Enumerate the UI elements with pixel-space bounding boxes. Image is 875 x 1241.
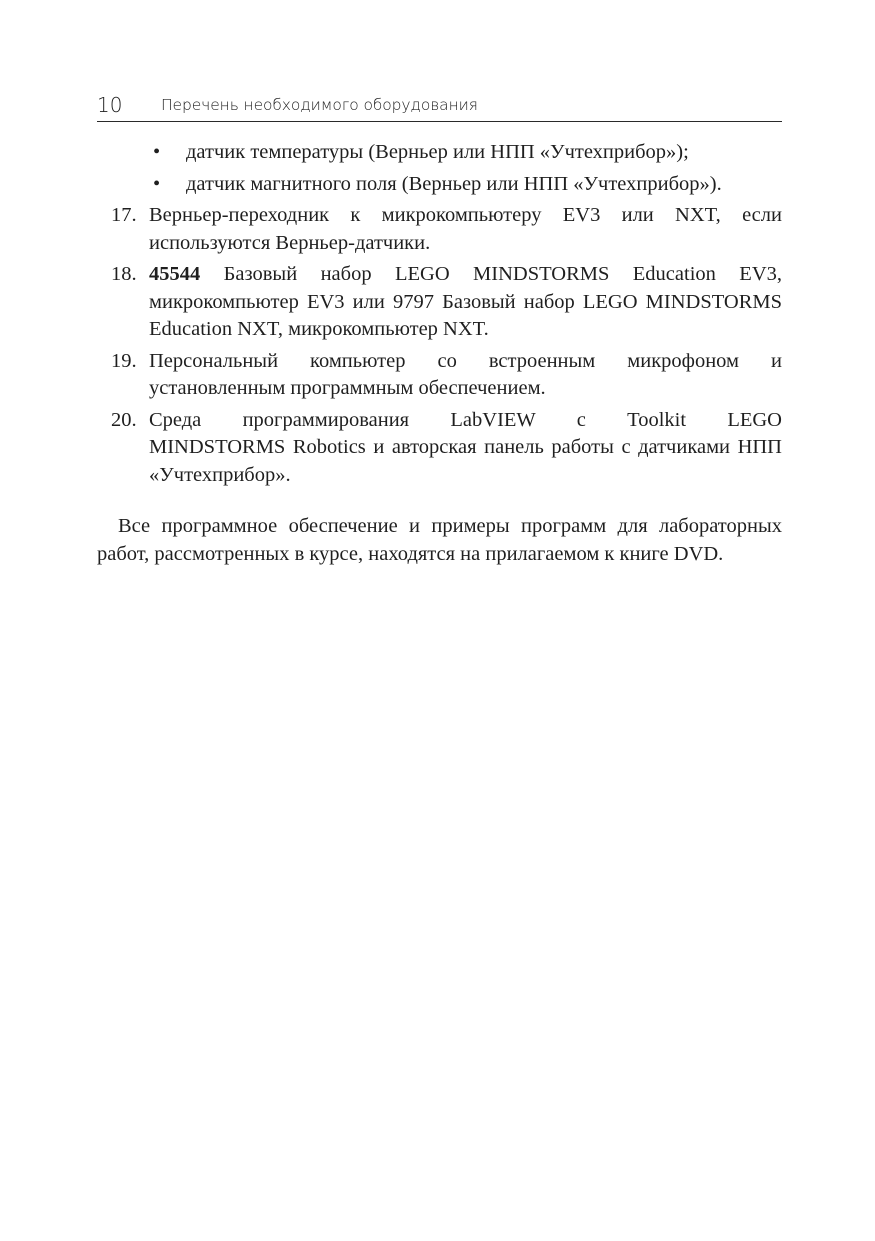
- item-number: 20.: [111, 408, 137, 431]
- bullet-icon: •: [153, 172, 161, 195]
- bullet-icon: •: [153, 141, 161, 163]
- list-item: [97, 407, 782, 490]
- item-text: Персональный компьютер со встроенным микрофоном и установленным программным обеспечением.: [149, 349, 782, 399]
- page-header: [97, 91, 782, 122]
- page-number: 10: [97, 93, 123, 117]
- bullet-text: датчик температуры (Верньер или НПП «Учтехприбор»);: [186, 141, 689, 163]
- item-text: Базовый набор LEGO MINDSTORMS Education EV3, микрокомпьютер EV3 или 9797 Базовый набор LEGO MINDSTORMS Education NXT, микрокомпьютер NXT.: [149, 263, 782, 340]
- page-body: [97, 139, 782, 568]
- item-text: MINDSTORMS Robotics и авторская панель работы с датчиками НПП «Учтехприбор».: [149, 436, 782, 486]
- bullet-list: [97, 139, 782, 198]
- list-item: [97, 348, 782, 403]
- item-text: Верньер-переходник к микрокомпьютеру EV3 или NXT, если используются Верньер-датчики.: [149, 204, 782, 254]
- list-item: [97, 171, 782, 199]
- running-title: Перечень необходимого оборудования: [161, 96, 478, 114]
- numbered-list: [97, 202, 782, 489]
- bullet-text: датчик магнитного поля (Верньер или НПП «Учтехприбор»).: [186, 172, 722, 195]
- item-text-line: Среда программирования LabVIEW с Toolkit LEGO: [149, 408, 782, 431]
- list-item: [97, 202, 782, 257]
- item-number: 19.: [111, 349, 137, 372]
- item-code: 45544: [149, 263, 201, 285]
- item-number: 17.: [111, 204, 137, 226]
- list-item: [97, 139, 782, 167]
- body-paragraph: Все программное обеспечение и примеры программ для лабораторных работ, рассмотренных в курсе, находятся на прилагаемом к книге DVD.: [97, 515, 782, 565]
- item-number: 18.: [111, 263, 137, 285]
- list-item: [97, 261, 782, 344]
